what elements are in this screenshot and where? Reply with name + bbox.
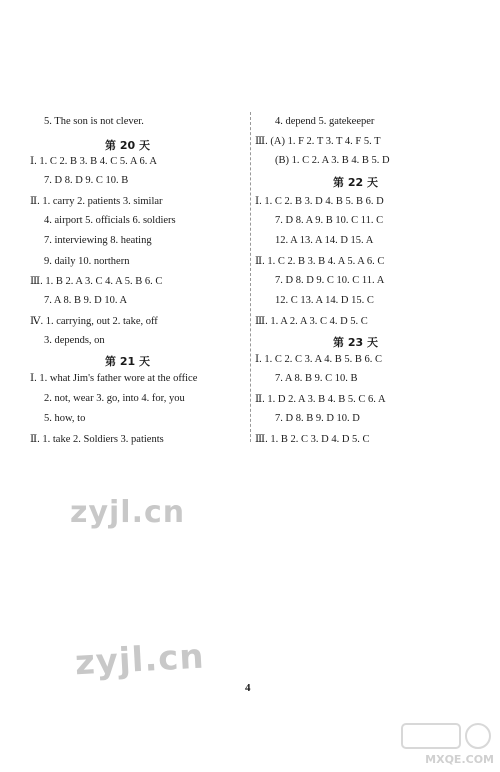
answer-line: Ⅲ. (A) 1. F 2. T 3. T 4. F 5. T [255,136,381,147]
answer-line: Ⅰ. 1. what Jim's father wore at the office [30,373,198,384]
answer-line: 2. not, wear 3. go, into 4. for, you [44,393,185,404]
answer-line: (B) 1. C 2. A 3. B 4. B 5. D [275,155,390,166]
column-divider [250,112,251,442]
answer-line: Ⅱ. 1. C 2. B 3. B 4. A 5. A 6. C [255,256,385,267]
answer-line: Ⅲ. 1. B 2. A 3. C 4. A 5. B 6. C [30,276,163,287]
section-heading: 第 20 天 [105,139,150,152]
answer-line: 7. D 8. D 9. C 10. C 11. A [275,275,385,286]
corner-site-text: MXQE.COM [425,753,494,766]
answer-line: 3. depends, on [44,335,105,346]
section-heading: 第 23 天 [333,336,378,349]
answer-line: 7. A 8. B 9. C 10. B [275,373,358,384]
watermark-bottom: zyjl.cn [74,636,206,684]
answer-line: 7. interviewing 8. heating [44,235,152,246]
page-number: 4 [245,682,251,694]
answer-line: 12. C 13. A 14. D 15. C [275,295,374,306]
answer-line: 7. D 8. D 9. C 10. B [44,175,129,186]
section-heading: 第 21 天 [105,355,150,368]
answer-line: 4. depend 5. gatekeeper [275,116,375,127]
answer-line: Ⅲ. 1. B 2. C 3. D 4. D 5. C [255,434,370,445]
answer-line: 7. A 8. B 9. D 10. A [44,295,128,306]
answer-line: Ⅰ. 1. C 2. B 3. D 4. B 5. B 6. D [255,196,384,207]
answer-line: 12. A 13. A 14. D 15. A [275,235,374,246]
answer-line: 9. daily 10. northern [44,256,130,267]
answer-line: 7. D 8. B 9. D 10. D [275,413,360,424]
answer-line: 7. D 8. A 9. B 10. C 11. C [275,215,384,226]
answer-line: Ⅰ. 1. C 2. C 3. A 4. B 5. B 6. C [255,354,382,365]
answer-line: Ⅲ. 1. A 2. A 3. C 4. D 5. C [255,316,368,327]
answer-line: 5. The son is not clever. [44,116,144,127]
answer-line: Ⅱ. 1. D 2. A 3. B 4. B 5. C 6. A [255,394,386,405]
answer-line: Ⅳ. 1. carrying, out 2. take, off [30,316,158,327]
watermark-top: zyjl.cn [70,495,186,530]
section-heading: 第 22 天 [333,176,378,189]
answer-line: Ⅱ. 1. take 2. Soldiers 3. patients [30,434,164,445]
answer-line: Ⅰ. 1. C 2. B 3. B 4. C 5. A 6. A [30,156,157,167]
answer-line: 4. airport 5. officials 6. soldiers [44,215,176,226]
answer-line: Ⅱ. 1. carry 2. patients 3. similar [30,196,163,207]
answer-line: 5. how, to [44,413,86,424]
